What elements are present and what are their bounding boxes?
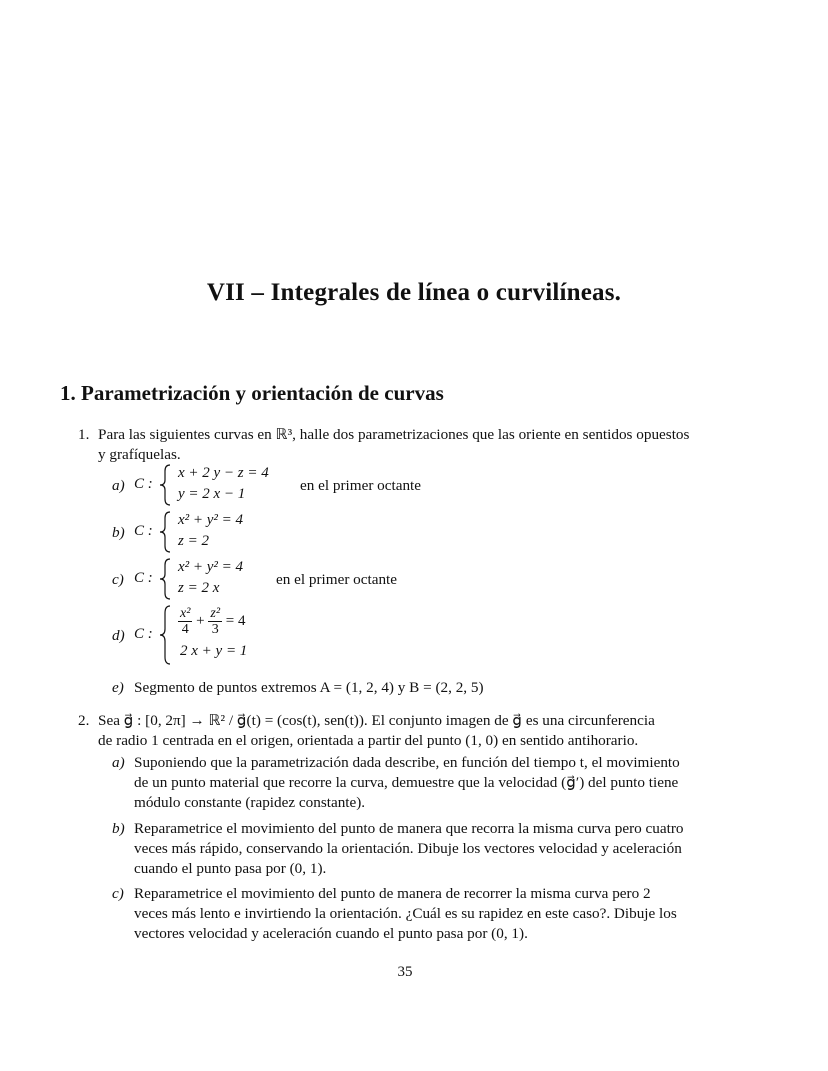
item-e-text: Segmento de puntos extremos A = (1, 2, 4) y B = (2, 2, 5) <box>134 679 484 696</box>
item-c-eq2: z = 2 x <box>178 580 220 596</box>
item-d-lhs: C : <box>134 626 153 642</box>
fraction-numerator: x² <box>180 606 191 621</box>
item-b-lhs: C : <box>134 523 153 539</box>
item-2c-line2: veces más lento e invirtiendo la orientación. ¿Cuál es su rapidez en este caso?. Dibuje los <box>134 905 677 922</box>
item-c-label: c) <box>112 571 124 588</box>
item-a-lhs: C : <box>134 476 153 492</box>
item-2c-line1: Reparametrice el movimiento del punto de manera de recorrer la misma curva pero 2 <box>134 885 651 902</box>
item-2a-line1: Suponiendo que la parametrización dada describe, en función del tiempo t, el movimiento <box>134 754 680 771</box>
exercise-1-text-line2: y grafíquelas. <box>98 446 181 463</box>
item-2a-line2: de un punto material que recorre la curva, demuestre que la velocidad (g⃗′) del punto tiene <box>134 774 679 791</box>
item-a-eq2: y = 2 x − 1 <box>178 486 246 502</box>
item-a-eq1: x + 2 y − z = 4 <box>178 465 269 481</box>
section-title: 1. Parametrización y orientación de curvas <box>60 381 444 405</box>
item-2b-label: b) <box>112 820 125 837</box>
item-d-label: d) <box>112 627 125 644</box>
item-2b-line1: Reparametrice el movimiento del punto de manera que recorra la misma curva pero cuatro <box>134 820 684 837</box>
item-c-lhs: C : <box>134 570 153 586</box>
item-b-eq1: x² + y² = 4 <box>178 512 244 528</box>
item-d-eq1 <box>178 606 246 637</box>
exercise-1-number: 1. <box>78 426 90 443</box>
item-b-eq2: z = 2 <box>178 533 209 549</box>
fraction-denominator: 4 <box>181 622 189 637</box>
item-a-note: en el primer octante <box>300 477 422 494</box>
item-b-label: b) <box>112 524 125 541</box>
fraction-x-over-4 <box>178 606 192 637</box>
exercise-1-text-line1: Para las siguientes curvas en ℝ³, halle dos parametrizaciones que las oriente en sentidos opuestos <box>98 426 690 443</box>
equals-four: = 4 <box>225 613 246 629</box>
exercise-2-number: 2. <box>78 712 90 729</box>
item-2c-label: c) <box>112 885 124 902</box>
item-2b-line2: veces más rápido, conservando la orientación. Dibuje los vectores velocidad y aceleración <box>134 840 682 857</box>
item-a-brace <box>158 463 172 507</box>
chapter-title: VII – Integrales de línea o curvilíneas. <box>206 279 622 306</box>
item-c-eq1: x² + y² = 4 <box>178 559 244 575</box>
item-d-eq2: 2 x + y = 1 <box>180 643 248 659</box>
item-d-brace <box>158 604 172 666</box>
item-c-brace <box>158 557 172 601</box>
fraction-z-over-3 <box>208 606 222 637</box>
page-number: 35 <box>397 964 413 980</box>
fraction-denominator: 3 <box>211 622 219 637</box>
item-e-label: e) <box>112 679 124 696</box>
item-b-brace <box>158 510 172 554</box>
item-2c-line3: vectores velocidad y aceleración cuando el punto pasa por (0, 1). <box>134 925 528 942</box>
item-2a-label: a) <box>112 754 125 771</box>
exercise-2-line1: Sea g⃗ : [0, 2π] → ℝ² / g⃗(t) = (cos(t), sen(t)). El conjunto imagen de g⃗ es una circunferencia <box>98 712 655 729</box>
item-2b-line3: cuando el punto pasa por (0, 1). <box>134 860 327 877</box>
plus-sign: + <box>196 613 205 629</box>
item-2a-line3: módulo constante (rapidez constante). <box>134 794 366 811</box>
exercise-2-line2: de radio 1 centrada en el origen, orientada a partir del punto (1, 0) en sentido antihorario. <box>98 732 639 749</box>
item-c-note: en el primer octante <box>276 571 398 588</box>
fraction-numerator: z² <box>210 606 221 621</box>
item-a-label: a) <box>112 477 125 494</box>
